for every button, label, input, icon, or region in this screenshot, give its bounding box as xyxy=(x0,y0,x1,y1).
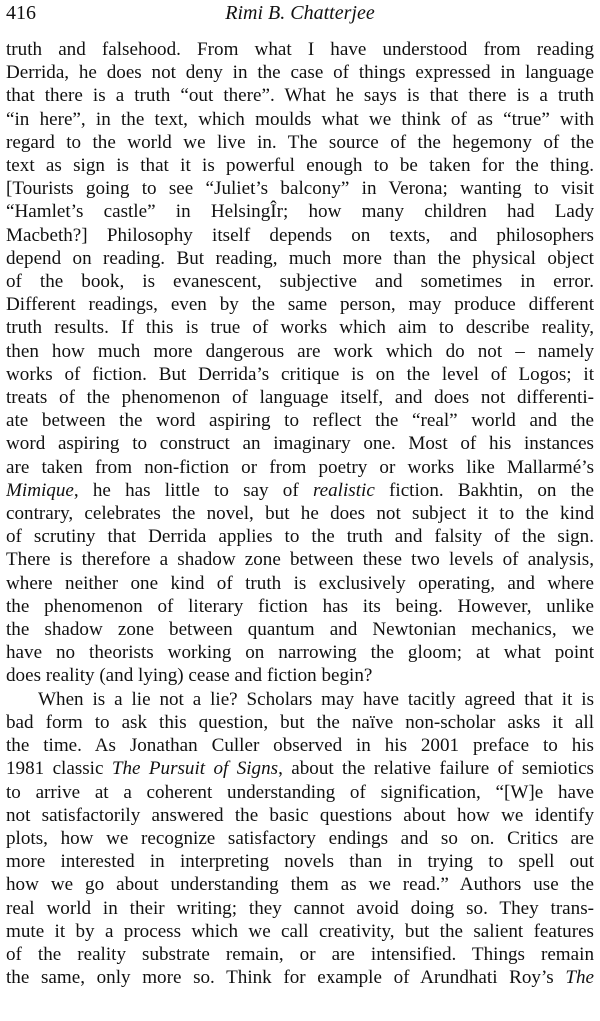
text-line: Derrida, he does not deny in the case of things expressed in language xyxy=(6,62,594,84)
text-line: Different readings, even by the same person, may produce different xyxy=(6,294,594,316)
text-line: of the reality substrate remain, or are intensified. Things remain xyxy=(6,943,594,965)
text-line: not satisfactorily answered the basic questions about how we identify xyxy=(6,804,594,826)
text-line: real world in their writing; they cannot avoid doing so. They trans- xyxy=(6,897,594,919)
text-line: how we go about understanding them as we read.” Authors use the xyxy=(6,874,594,896)
text-line: word aspiring to construct an imaginary one. Most of his instances xyxy=(6,433,594,455)
text-line: treats of the phenomenon of language itself, and does not differenti- xyxy=(6,387,594,409)
text-line: have no theorists working on narrowing the gloom; at what point xyxy=(6,642,594,664)
text-line: does reality (and lying) cease and fiction begin? xyxy=(6,665,373,687)
text-line: the time. As Jonathan Culler observed in his 2001 preface to his xyxy=(6,735,594,757)
text-line: “Hamlet’s castle” in HelsingÎr; how many children had Lady xyxy=(6,201,594,223)
text-line: the same, only more so. Think for example of Arundhati Roy’s The xyxy=(6,967,594,989)
body-text xyxy=(6,38,594,989)
text-line: text as sign is that it is powerful enough to be taken for the thing. xyxy=(6,155,594,177)
text-line: Macbeth?] Philosophy itself depends on texts, and philosophers xyxy=(6,224,594,246)
text-line: [Tourists going to see “Juliet’s balcony” in Verona; wanting to visit xyxy=(6,178,594,200)
text-line: the phenomenon of literary fiction has its being. However, unlike xyxy=(6,595,594,617)
text-line: the shadow zone between quantum and Newtonian mechanics, we xyxy=(6,619,594,641)
text-line: 1981 classic The Pursuit of Signs, about the relative failure of semiotics xyxy=(6,758,594,780)
text-line: are taken from non-fiction or from poetry or works like Mallarmé’s xyxy=(6,456,594,478)
paragraph-2 xyxy=(6,688,594,990)
text-line: regard to the world we live in. The source of the hegemony of the xyxy=(6,131,594,153)
text-line: bad form to ask this question, but the naïve non-scholar asks it all xyxy=(6,711,594,733)
text-line: that there is a truth “out there”. What he says is that there is a truth xyxy=(6,85,594,107)
page-header xyxy=(6,0,594,34)
text-line: works of fiction. But Derrida’s critique is on the level of Logos; it xyxy=(6,363,594,385)
text-line: then how much more dangerous are work which do not – namely xyxy=(6,340,594,362)
text-line: truth results. If this is true of works which aim to describe reality, xyxy=(6,317,594,339)
text-line: ate between the word aspiring to reflect the “real” world and the xyxy=(6,410,594,432)
text-line: mute it by a process which we call creativity, but the salient features xyxy=(6,920,594,942)
paragraph-1 xyxy=(6,38,594,688)
text-line: There is therefore a shadow zone between these two levels of analysis, xyxy=(6,549,594,571)
page-number: 416 xyxy=(6,2,36,24)
text-line: where neither one kind of truth is exclusively operating, and where xyxy=(6,572,594,594)
text-line: of the book, is evanescent, subjective and sometimes in error. xyxy=(6,271,594,293)
running-head: Rimi B. Chatterjee xyxy=(225,2,375,24)
text-line: contrary, celebrates the novel, but he does not subject it to the kind xyxy=(6,503,594,525)
text-line: Mimique, he has little to say of realistic fiction. Bakhtin, on the xyxy=(6,479,594,501)
text-line: of scrutiny that Derrida applies to the truth and falsity of the sign. xyxy=(6,526,594,548)
text-line: “in here”, in the text, which moulds what we think of as “true” with xyxy=(6,108,594,130)
text-line: truth and falsehood. From what I have understood from reading xyxy=(6,39,594,60)
text-line: depend on reading. But reading, much more than the physical object xyxy=(6,247,594,269)
text-line: When is a lie not a lie? Scholars may have tacitly agreed that it is xyxy=(38,688,594,710)
text-line: more interested in interpreting novels than in trying to spell out xyxy=(6,851,594,873)
text-line: to arrive at a coherent understanding of signification, “[W]e have xyxy=(6,781,594,803)
text-line: plots, how we recognize satisfactory endings and so on. Critics are xyxy=(6,827,594,849)
